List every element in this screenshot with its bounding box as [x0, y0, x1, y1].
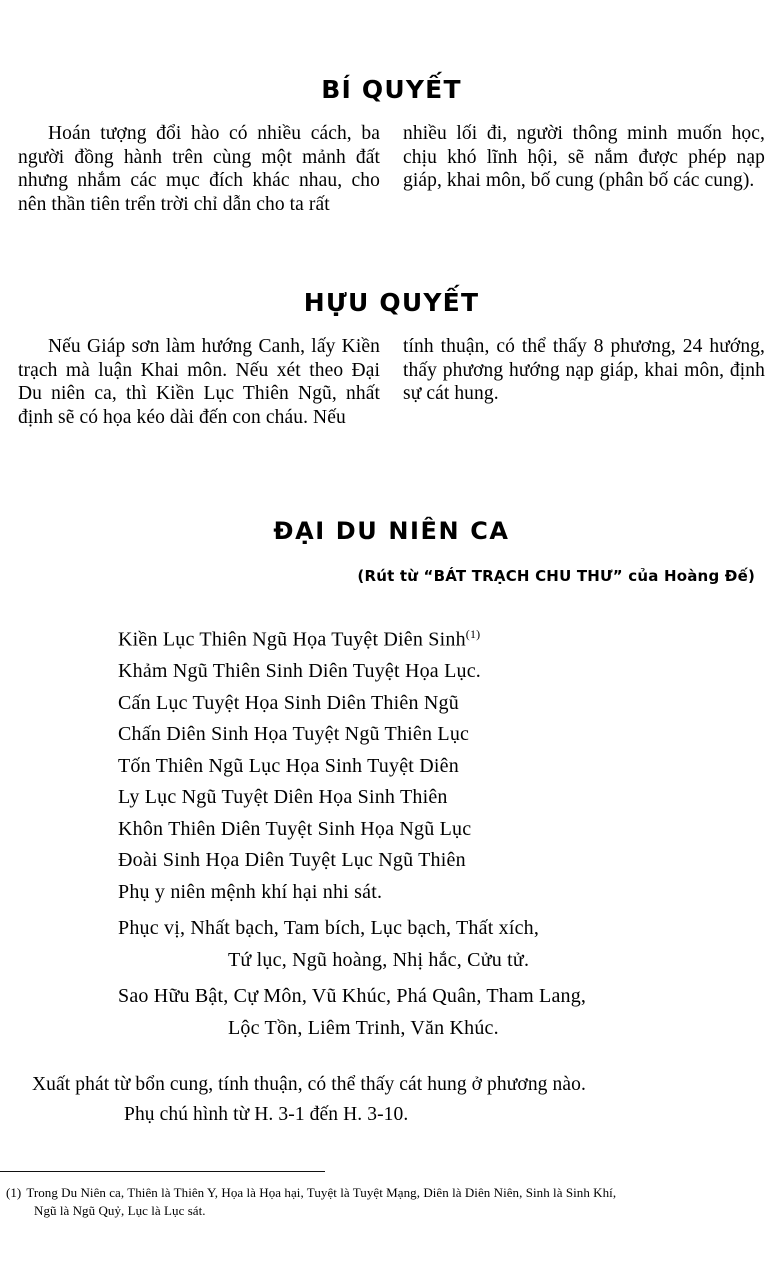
- verse-line-text: Lộc Tồn, Liêm Trinh, Văn Khúc.: [228, 1016, 499, 1039]
- verse-line: [118, 782, 765, 814]
- verse-line-text: Chấn Diên Sinh Họa Tuyệt Ngũ Thiên Lục: [118, 723, 470, 746]
- verse-line-text: Phụ y niên mệnh khí hại nhi sát.: [118, 880, 383, 903]
- verse-line-text: Ly Lục Ngũ Tuyệt Diên Họa Sinh Thiên: [118, 786, 448, 809]
- bi-quyet-right-paragraph: nhiều lối đi, người thông minh muốn học, chịu khó lĩnh hội, sẽ nắm được phép nạp giáp, khai môn, bố cung (phân bố các cung).: [403, 123, 765, 191]
- verse-line-text: Khôn Thiên Diên Tuyệt Sinh Họa Ngũ Lục: [118, 817, 472, 840]
- document-page: [0, 75, 783, 1275]
- verse-line: [118, 656, 765, 688]
- footnote-marker: (1): [6, 1185, 22, 1200]
- section-heading-dai-du-nien-ca: ĐẠI DU NIÊN CA: [273, 517, 510, 545]
- verse-line-text: Tứ lục, Ngũ hoàng, Nhị hắc, Cửu tử.: [228, 948, 530, 971]
- bi-quyet-body: [18, 122, 765, 216]
- verse-line: [118, 751, 765, 783]
- verse-footnote-reference[interactable]: (1): [465, 627, 481, 641]
- verse-line: [118, 913, 765, 945]
- verse-line-text: Đoài Sinh Họa Diên Tuyệt Lục Ngũ Thiên: [118, 849, 466, 872]
- dai-du-nien-ca-verse-list: [18, 619, 765, 1044]
- huu-quyet-body: [18, 335, 765, 429]
- verse-line: [118, 945, 765, 977]
- verse-line: [118, 814, 765, 846]
- huu-quyet-left-paragraph: Nếu Giáp sơn làm hướng Canh, lấy Kiền trạch mà luận Khai môn. Nếu xét theo Đại Du niên ca, thì Kiền Lục Thiên Ngũ, nhất định sẽ có họa kéo dài đến con cháu. Nếu: [18, 336, 380, 428]
- footnote-area: [0, 1171, 783, 1219]
- verse-line: [118, 981, 765, 1013]
- footnote-text: [0, 1184, 783, 1219]
- footnote-separator-rule: [0, 1171, 325, 1172]
- verse-line-text: Khảm Ngũ Thiên Sinh Diên Tuyệt Họa Lục.: [118, 660, 481, 683]
- verse-line: [118, 619, 765, 656]
- verse-line-text: Sao Hữu Bật, Cự Môn, Vũ Khúc, Phá Quân, Tham Lang,: [118, 985, 587, 1008]
- verse-line: [118, 688, 765, 720]
- footnote-line-1: Trong Du Niên ca, Thiên là Thiên Y, Họa là Họa hại, Tuyệt là Tuyệt Mạng, Diên là Diên Niên, Sinh là Sinh Khí,: [26, 1185, 617, 1200]
- verse-line-text: Phục vị, Nhất bạch, Tam bích, Lục bạch, Thất xích,: [118, 917, 540, 940]
- huu-quyet-right-paragraph: tính thuận, có thể thấy 8 phương, 24 hướng, thấy phương hướng nạp giáp, khai môn, định sự cát hung.: [403, 336, 765, 404]
- verse-line-text: Kiền Lục Thiên Ngũ Họa Tuyệt Diên Sinh: [118, 628, 466, 651]
- huu-quyet-right-column: [403, 335, 765, 429]
- section-heading-bi-quyet: BÍ QUYẾT: [321, 75, 462, 104]
- footnote-line-2: Ngũ là Ngũ Quỷ, Lục là Lục sát.: [34, 1202, 206, 1218]
- verse-line: [118, 719, 765, 751]
- bi-quyet-left-paragraph: Hoán tượng đổi hào có nhiều cách, ba người đồng hành trên cùng một mảnh đất nhưng nhắm các mục đích khác nhau, cho nên thần tiên trển trời chỉ dẫn cho ta rất: [18, 123, 380, 215]
- verse-line: [118, 1013, 765, 1045]
- dai-du-nien-ca-source: (Rút từ “BÁT TRẠCH CHU THƯ” của Hoàng Đế): [357, 567, 755, 585]
- closing-line: Phụ chú hình từ H. 3-1 đến H. 3-10.: [124, 1104, 409, 1126]
- section-heading-huu-quyet: HỰU QUYẾT: [303, 288, 480, 317]
- verse-line: [118, 877, 765, 909]
- bi-quyet-right-column: [403, 122, 765, 216]
- bi-quyet-left-column: [18, 122, 380, 216]
- closing-line: Xuất phát từ bổn cung, tính thuận, có thể thấy cát hung ở phương nào.: [32, 1074, 586, 1096]
- dai-du-nien-ca-closing-list: [18, 1070, 765, 1130]
- verse-line-text: Tốn Thiên Ngũ Lục Họa Sinh Tuyệt Diên: [118, 754, 459, 777]
- verse-line: [118, 845, 765, 877]
- huu-quyet-left-column: [18, 335, 380, 429]
- verse-line-text: Cấn Lục Tuyệt Họa Sinh Diên Thiên Ngũ: [118, 691, 459, 714]
